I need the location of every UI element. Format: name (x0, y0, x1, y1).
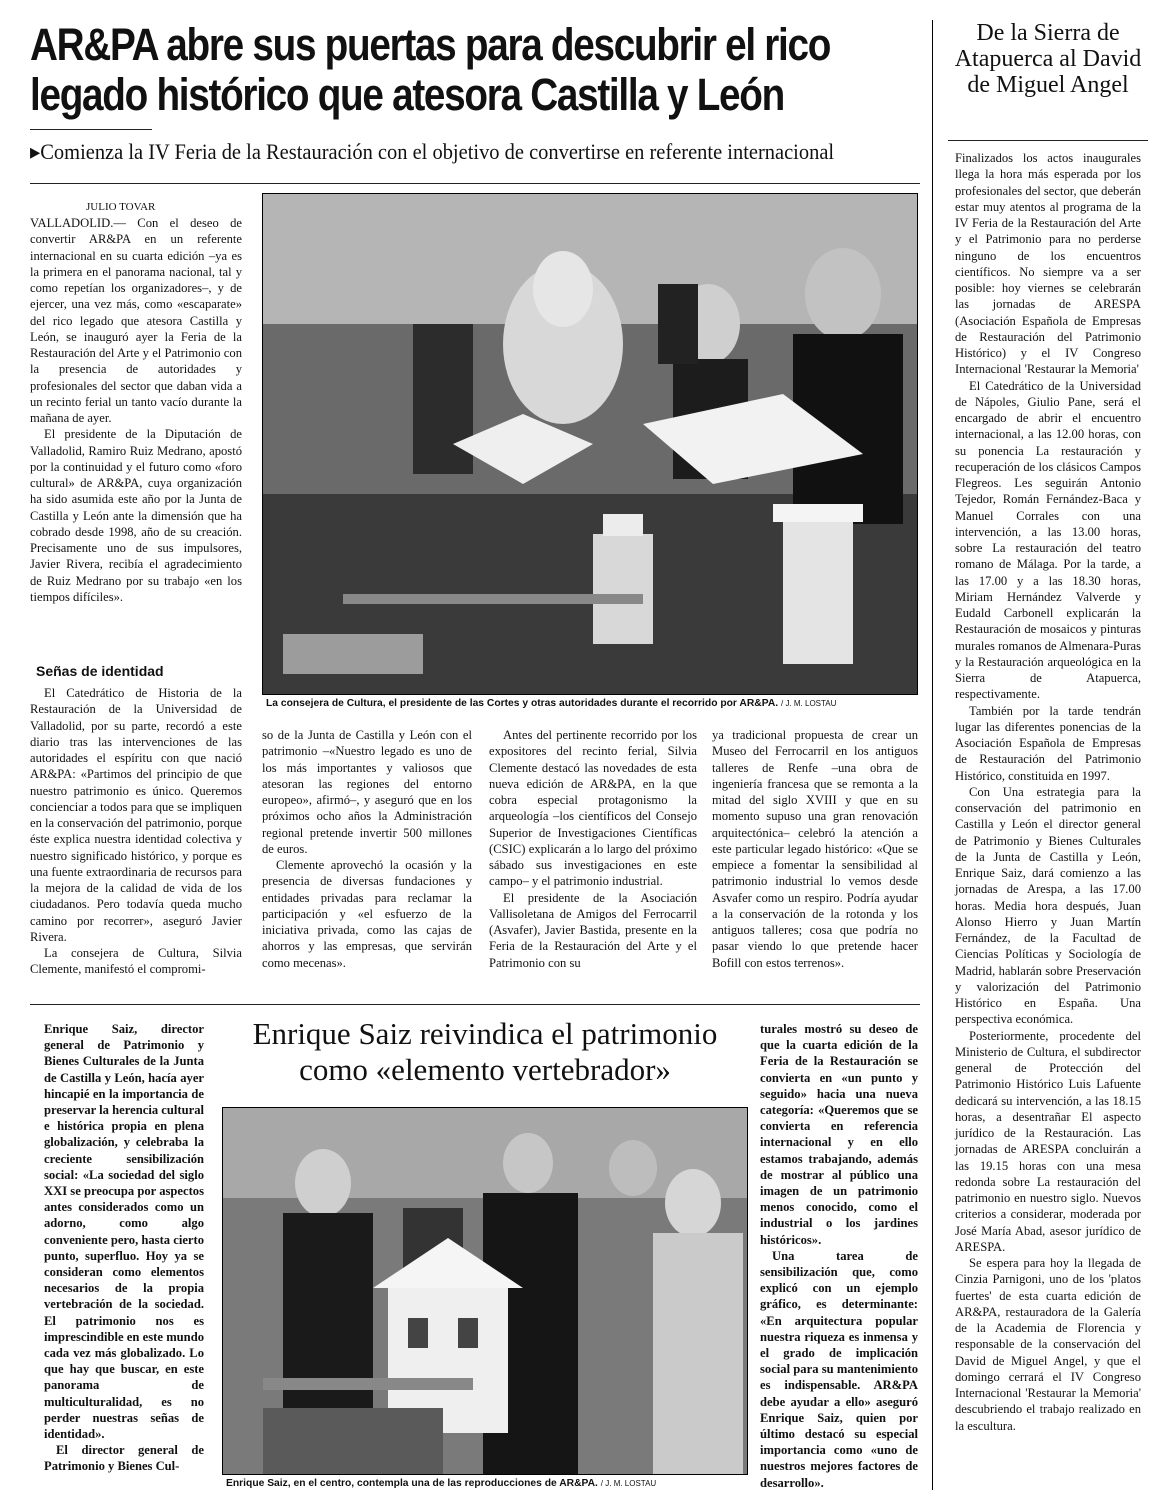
sidebar-column (955, 150, 1141, 1434)
paragraph: Antes del pertinente recorrido por los expositores del recinto ferial, Silvia Clemente destacó las novedades de esta nueva edición de AR&PA, en la que cobra especial protagonismo la arqueología –los científicos del Consejo Superior de Investigaciones Científicas (CSIC) explicarán a lo largo del próximo sábado sus investigaciones en este campo– y el patrimonio industrial. (489, 728, 697, 889)
main-column-2 (262, 727, 472, 971)
headline-line-1: AR&PA abre sus puertas para descubrir el rico (30, 19, 831, 70)
main-column-1b (30, 685, 242, 978)
paragraph: VALLADOLID.— Con el deseo de convertir AR&PA en un referente internacional en su cuarta edición –ya es la primera en el panorama nacional, tal y como repetían los organizadores–, y de ejercer, una vez más, como «escaparate» del rico legado que atesora Castilla y León, se inauguró ayer la Feria de la Restauración del Arte y el Patrimonio con la presencia de autoridades y profesionales del sector que daban vida a un recinto ferial un tanto vacío durante la mañana de ayer. (30, 216, 242, 425)
paragraph: Una tarea de sensibilización que, como explicó con un ejemplo gráfico, es determinante: «En arquitectura popular nuestra riqueza es inmensa y el grado de implicación social para su mantenimiento es indispensable. AR&PA debe ayudar a ello» aseguró Enrique Saiz, quien por último destacó su especial importancia como «uno de nuestros mejores factores de desarrollo». (760, 1248, 918, 1490)
paragraph: Clemente aprovechó la ocasión y la presencia de diversas fundaciones y entidades privadas para reclamar la participación y «el esfuerzo de la iniciativa privada, como las cajas de ahorros y las empresas, que servirán como mecenas». (262, 858, 472, 970)
photo-credit: / J. M. LOSTAU (781, 699, 837, 708)
main-photo (262, 193, 918, 695)
subhead-marker-icon: ▸ (30, 139, 41, 164)
section-heading-senas: Señas de identidad (36, 663, 164, 679)
paragraph: También por la tarde tendrán lugar las diferentes ponencias de la Asociación Española de Empresas de Restauración del Patrimonio Histórico, constituida en 1997. (955, 703, 1141, 783)
photo-credit: / J. M. LOSTAU (600, 1479, 657, 1488)
caption-text: La consejera de Cultura, el presidente de las Cortes y otras autoridades durante el recorrido por AR&PA. (266, 698, 779, 709)
paragraph: La consejera de Cultura, Silvia Clemente, manifestó el compromi- (30, 946, 242, 977)
second-right-column (760, 1021, 918, 1491)
sidebar-title: De la Sierra de Atapuerca al David de Miguel Angel (954, 20, 1142, 98)
paragraph: ya tradicional propuesta de crear un Museo del Ferrocarril en los antiguos talleres de Renfe –una obra de ingeniería francesa que se remonta a la mitad del siglo XVIII y que en su momento supuso una gran renovación arquitectónica– celebró la atención a este particular legado histórico: «Que se empiece a fomentar la sensibilidad al patrimonio industrial lo vemos desde Asvafer como un respiro. Podría ayudar a la conservación de la rotonda y los antiguos talleres; cosa que podría no pasar viendo lo que pretende hacer Bofill con estos terrenos». (712, 728, 918, 970)
main-photo-caption (266, 698, 836, 709)
paragraph: El Catedrático de Historia de la Restauración de la Universidad de Valladolid, por su parte, recordó a este diario tras las intervenciones de las autoridades el espíritu con que nació AR&PA: «Partimos del principio de que nuestro patrimonio es único. Queremos concienciar a todos para que se impliquen en la conservación del patrimonio, porque éste explica nuestra identidad colectiva y nuestro significado histórico, y porque es una fuente extraordinaria de recursos para la mejora de la calidad de vida de los ciudadanos. Pero todavía queda mucho camino por recorrer», aseguró Javier Rivera. (30, 686, 242, 944)
photo-scene (263, 194, 917, 694)
photo-scene-2 (223, 1108, 747, 1474)
paragraph: El presidente de la Diputación de Valladolid, Ramiro Ruiz Medrano, apostó por la continuidad y el futuro como «foro cultural» de AR&PA, cuya organización ha sido asumida este año por la Junta de Castilla y León ante la dimensión que ha cobrado desde 1998, año de su creación. Precisamente uno de sus impulsores, Javier Rivera, recibía el agradecimiento de Ruiz Medrano por su trabajo «en los tiempos difíciles». (30, 427, 242, 604)
paragraph: El Catedrático de la Universidad de Nápoles, Giulio Pane, será el encargado de abrir el encuentro internacional, a las 12.00 horas, con su ponencia La restauración y recuperación de los clásicos Campos Flegreos. Les seguirán Antonio Tejedor, Román Fernández-Baca y Manuel Corrales con una intervención, a las 13.00 horas, sobre La restauración del teatro romano de Málaga. Por la tarde, a las 17.00 y a las 18.30 horas, Miriam Hernández Valverde y Eudald Carbonell explicarán la Restauración de mosaicos y pinturas murales romanos de Almenara-Puras y la Restauración arqueológica en la Sierra de Atapuerca, respectivamente. (955, 378, 1141, 702)
byline: JULIO TOVAR (86, 201, 156, 213)
paragraph: turales mostró su deseo de que la cuarta edición de la Feria de la Restauración se convierta en «un punto y seguido» hacia una nueva categoría: «Queremos que se convierta en referencia internacional y en ello estamos trabajando, además de mostrar al público una imagen de un patrimonio menos conocido, como el industrial o los jardines históricos». (760, 1022, 918, 1247)
sidebar-rule (948, 140, 1148, 141)
second-photo-caption (226, 1478, 656, 1489)
paragraph: El director general de Patrimonio y Bienes Cul- (44, 1443, 204, 1474)
paragraph: so de la Junta de Castilla y León con el patrimonio –«Nuestro legado es uno de los más importantes y valiosos que atesoran las regiones del entorno europeo», afirmó–, y aseguró que en los próximos ocho años la Administración regional pretende invertir 500 millones de euros. (262, 728, 472, 856)
caption-text: Enrique Saiz, en el centro, contempla una de las reproducciones de AR&PA. (226, 1478, 598, 1489)
main-column-1 (30, 215, 242, 605)
paragraph: Posteriormente, procedente del Ministerio de Cultura, el subdirector general de Protección del Patrimonio Histórico Luis Lafuente dedicará su intervención, a las 18.15 horas, a desentrañar El aspecto jurídico de la Restauración. Las jornadas de ARESPA concluirán a las 19.15 horas con una mesa redonda sobre La restauración del patrimonio en nuestro siglo. Nuevos criterios a considerar, moderada por José María Abad, asesor jurídico de ARESPA. (955, 1028, 1141, 1254)
subheadline (30, 138, 858, 166)
paragraph: El presidente de la Asociación Vallisoletana de Amigos del Ferrocarril (Asvafer), Javier Bastida, presente en la Feria de la Restauración del Arte y el Patrimonio con su (489, 890, 697, 970)
paragraph: Se espera para hoy la llegada de Cinzia Parnigoni, uno de los 'platos fuertes' de esta cuarta edición de AR&PA, restauradora de la Galería de la Academia de Florencia y responsable de la conservación del David de Miguel Angel, y que el domingo cerrará el IV Congreso Internacional 'Restaurar la Memoria' descubriendo el trabajo realizado en la escultura. (955, 1256, 1141, 1433)
second-photo (222, 1107, 748, 1475)
second-headline-line-1: Enrique Saiz reivindica el patrimonio (252, 1016, 718, 1051)
subhead-text: Comienza la IV Feria de la Restauración con el objetivo de convertirse en referente internacional (40, 139, 835, 164)
second-left-column (44, 1021, 204, 1475)
second-headline-line-2: como «elemento vertebrador» (299, 1052, 671, 1087)
second-headline (220, 1016, 750, 1088)
sidebar-divider (932, 20, 933, 1490)
paragraph: Con Una estrategia para la conservación del patrimonio en Castilla y León el director general de Patrimonio y Bienes Culturales de la Junta de Castilla y León, Enrique Saiz, dará comienzo a las jornadas de Arespa, a las 17.00 horas. Media hora después, Juan Alonso Hierro y Juan Martín Fernández, de la Facultad de Ciencias Políticas y Sociología de Madrid, hablarán sobre Preservación y valorización del Patrimonio Histórico en España. Una perspectiva económica. (955, 784, 1141, 1027)
main-headline (30, 19, 831, 120)
article-separator (30, 1004, 920, 1005)
main-column-4 (712, 727, 918, 971)
subhead-rule (30, 183, 920, 184)
paragraph: Enrique Saiz, director general de Patrimonio y Bienes Culturales de la Junta de Castilla y León, hacía ayer hincapié en la importancia de preservar la herencia cultural e histórica propia en plena globalización, y celebraba la creciente sensibilización social: «La sociedad del siglo XXI se preocupa por aspectos antes considerados como un adorno, como algo conveniente pero, hasta cierto punto, superfluo. Hoy ya se consideran como elementos necesarios de la propia vertebración de la sociedad. El patrimonio nos es imprescindible en este mundo cada vez más globalizado. Lo que hay que buscar, en este panorama de multiculturalidad, es no perder nuestras señas de identidad». (44, 1022, 204, 1442)
headline-rule (30, 129, 152, 130)
main-column-3 (489, 727, 697, 971)
paragraph: Finalizados los actos inaugurales llega la hora más esperada por los profesionales del sector, que deberán estar muy atentos al programa de la IV Feria de la Restauración del Arte y el Patrimonio para no perderse ninguno de los encuentros científicos. No siempre va a ser posible: hoy viernes se celebrarán las jornadas de ARESPA (Asociación Española de Empresas de Restauración del Patrimonio Histórico) y el IV Congreso Internacional 'Restaurar la Memoria' (955, 151, 1141, 377)
headline-line-2: legado histórico que atesora Castilla y León (30, 69, 785, 120)
